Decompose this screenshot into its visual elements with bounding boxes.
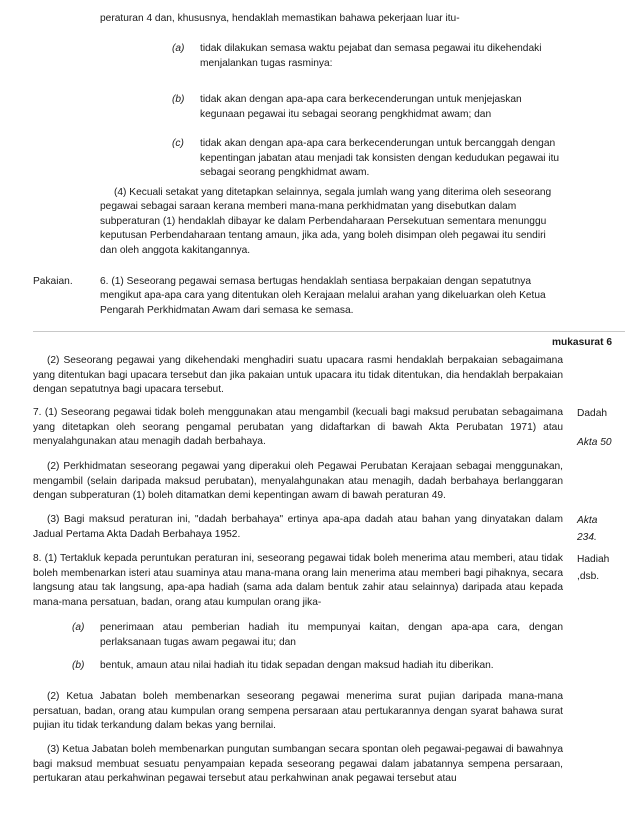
- paragraph-7-2: (2) Perkhidmatan seseorang pegawai yang diperakui oleh Pegawai Perubatan Kerajaan sebagai menggunakan, mengambil (selain daripada maksud perubatan), menyalahgunakan atau menagih, dadah berbahaya berlanggaran dengan subperaturan (1) boleh ditamatkan demi kepentingan awam di bawah peraturan 49.: [33, 461, 563, 502]
- paragraph-6-1: 6. (1) Seseorang pegawai semasa bertugas hendaklah sentiasa berpakaian dengan sepatutnya mengikut apa-apa cara yang ditentukan oleh Kerajaan melalui arahan yang dikeluarkan oleh Ketua Pengarah Perkhidmatan Awam dari semasa ke semasa.: [100, 276, 546, 316]
- item-label: (b): [72, 660, 85, 671]
- side-ref-akta-234: Akta 234.: [577, 515, 598, 543]
- item-label: (b): [172, 94, 185, 105]
- paragraph-4: (4) Kecuali setakat yang ditetapkan selainnya, segala jumlah wang yang diterima oleh seseorang pegawai sebagai saraan kerana memberi mana-mana perkhidmatan yang disebutkan dalam subperaturan (1) hendaklah dibayar ke dalam Perbendaharaan Persekutuan sementara menunggu keputusan Perbendaharaan tentang amaun, jika ada, yang boleh disimpan oleh pegawai itu sendiri dan oleh anggota kakitangannya.: [100, 187, 552, 256]
- paragraph-7-3: (3) Bagi maksud peraturan ini, "dadah berbahaya" ertinya apa-apa dadah atau bahan yang dinyatakan dalam Jadual Pertama Akta Dadah Berbahaya 1952.: [33, 514, 563, 540]
- item-label: (a): [72, 622, 85, 633]
- paragraph-8-3: (3) Ketua Jabatan boleh membenarkan pungutan sumbangan secara spontan oleh pegawai-pegawai di bawahnya bagi maksud membuat sesuatu penyampaian kepada seseorang pegawai dalam jabatannya sempena persaraan, pertukaran atau perkahwinan pegawai tersebut atau perkahwinan anak pegawai tersebut atau: [33, 744, 563, 785]
- side-heading-hadiah: Hadiah ,dsb.: [577, 554, 610, 582]
- item-text: penerimaan atau pemberian hadiah itu mempunyai kaitan, dengan apa-apa cara, dengan perlaksanaan tugas awam pegawai itu; dan: [100, 622, 563, 648]
- page-number-label: mukasurat 6: [551, 337, 612, 348]
- paragraph-8-1: 8. (1) Tertakluk kepada peruntukan peraturan ini, seseorang pegawai tidak boleh menerima atau memberi, atau tidak boleh membenarkan isteri atau suaminya atau mana-mana orang lain menerima atau memberi bagi pihaknya, secara langsung atau tak langsung, apa-apa hadiah (sama ada dalam bentuk zahir atau selainnya) daripada atau kepada mana-mana persatuan, badan, orang atau kumpulan orang jika-: [33, 553, 563, 608]
- item-text: tidak dilakukan semasa waktu pejabat dan semasa pegawai itu dikehendaki menjalankan tugas rasminya:: [200, 43, 542, 69]
- item-text: bentuk, amaun atau nilai hadiah itu tidak sepadan dengan maksud hadiah itu diberikan.: [100, 660, 494, 671]
- side-heading-dadah: Dadah: [577, 408, 608, 419]
- item-text: tidak akan dengan apa-apa cara berkecenderungan untuk bercanggah dengan kepentingan jabatan atau menjadi tak konsisten dengan kedudukan pegawai itu sebagai seorang pengkhidmat awam.: [200, 138, 560, 179]
- page-separator: [33, 331, 625, 332]
- intro-line: peraturan 4 dan, khususnya, hendaklah memastikan bahawa pekerjaan luar itu-: [100, 13, 460, 24]
- paragraph-8-2: (2) Ketua Jabatan boleh membenarkan seseorang pegawai menerima surat pujian daripada mana-mana persatuan, badan, orang atau kumpulan orang sempena persaraan atau pertukarannya dengan syarat bahawa surat pujian itu tidak terkandung dalam bekas yang bernilai.: [33, 691, 563, 732]
- side-heading-pakaian: Pakaian.: [33, 276, 73, 287]
- side-ref-akta-50: Akta 50: [577, 437, 612, 448]
- item-label: (c): [172, 138, 184, 149]
- paragraph-7-1: 7. (1) Seseorang pegawai tidak boleh menggunakan atau mengambil (kecuali bagi maksud perubatan sebagaimana yang ditetapkan oleh seorang pengamal perubatan yang didaftarkan di bawah Akta Perubatan 1971) atau menyalahgunakan atau menagih dadah berbahaya.: [33, 407, 563, 448]
- item-text: tidak akan dengan apa-apa cara berkecenderungan untuk menjejaskan kegunaan pegawai itu sebagai seorang pengkhidmat awam; dan: [200, 94, 522, 120]
- item-label: (a): [172, 43, 185, 54]
- paragraph-6-2: (2) Seseorang pegawai yang dikehendaki menghadiri suatu upacara rasmi hendaklah berpakaian sebagaimana yang ditentukan bagi upacara tersebut dan jika pakaian untuk upacara itu tidak ditentukan, dia hendaklah berpakaian dengan sepatutnya bagi upacara tersebut.: [33, 355, 563, 396]
